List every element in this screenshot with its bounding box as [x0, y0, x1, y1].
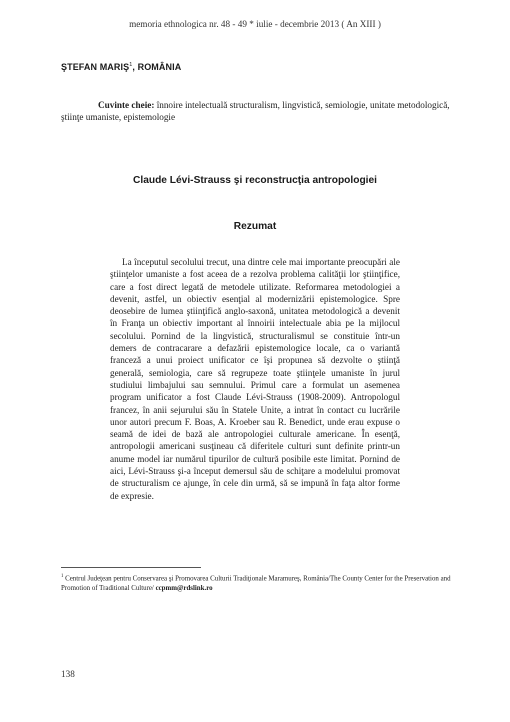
page-number: 138	[61, 669, 75, 679]
footnote	[61, 572, 457, 593]
author-country: , ROMÂNIA	[132, 62, 182, 72]
keywords-paragraph	[61, 99, 453, 124]
section-heading: Rezumat	[233, 221, 277, 232]
keywords-text: înnoire intelectuală structuralism, lingvistică, semiologie, unitate metodologică, ştiinţe umaniste, epistemologie	[61, 100, 450, 123]
running-head: memoria ethnologica nr. 48 - 49 * iulie - decembrie 2013 ( An XIII )	[129, 19, 381, 29]
author-name: ŞTEFAN MARIŞ	[61, 62, 130, 72]
footnote-text: Centrul Judeţean pentru Conservarea şi Promovarea Culturii Tradiţionale Maramureş, România/The County Center for the Preservation and Promotion of Traditional Culture/	[61, 575, 451, 592]
footnote-divider	[61, 567, 201, 568]
keywords-label: Cuvinte cheie:	[98, 100, 155, 110]
author-line	[61, 62, 181, 72]
article-title: Claude Lévi-Strauss şi reconstrucţia antropologiei	[133, 175, 377, 186]
footnote-mark: 1	[61, 574, 64, 579]
author-footnote-mark[interactable]: 1	[129, 62, 133, 68]
abstract-paragraph: La începutul secolului trecut, una dintre cele mai importante preocupări ale ştiinţelor umaniste a fost aceea de a rezolva problema calităţii lor ştiinţifice, care a fost direct legată de metodele utilizate. Reformarea metodologiei a devenit, astfel, un obiectiv esenţial al modernizării epistemologice. Spre deosebire de lumea ştiinţifică anglo-saxonă, unitatea metodologică a devenit în Franţa un obiectiv important al înnoirii intelectuale abia pe la mijlocul secolului. Pornind de la lingvistică, structuralismul se constituie într-un demers de contracarare a defazării epistemologice locale, ca o variantă franceză a unui proiect unificator ce îşi propunea să dezvolte o ştiinţă generală, semiologia, care să regrupeze toate ştiinţele umaniste în jurul studiului limbajului sau semnului. Primul care a formulat un asemenea program unificator a fost Claude Lévi-Strauss (1908-2009). Antropologul francez, în anii sejurului său în Statele Unite, a intrat în contact cu lucrările unor autori precum F. Boas, A. Kroeber sau R. Benedict, unde erau expuse o seamă de idei de bază ale antropologiei culturale americane. În esenţă, antropologii americani susţineau că diferitele culturi sunt definite printr-un anume model iar numărul tipurilor de cultură posibile este limitat. Pornind de aici, Lévi-Strauss şi-a început demersul său de schiţare a modelului promovat de structuralism ce ajunge, în cele din urmă, să se impună în faţa altor forme de expresie.	[110, 257, 400, 501]
footnote-email[interactable]: ccpmm@rdslink.ro	[155, 584, 213, 592]
